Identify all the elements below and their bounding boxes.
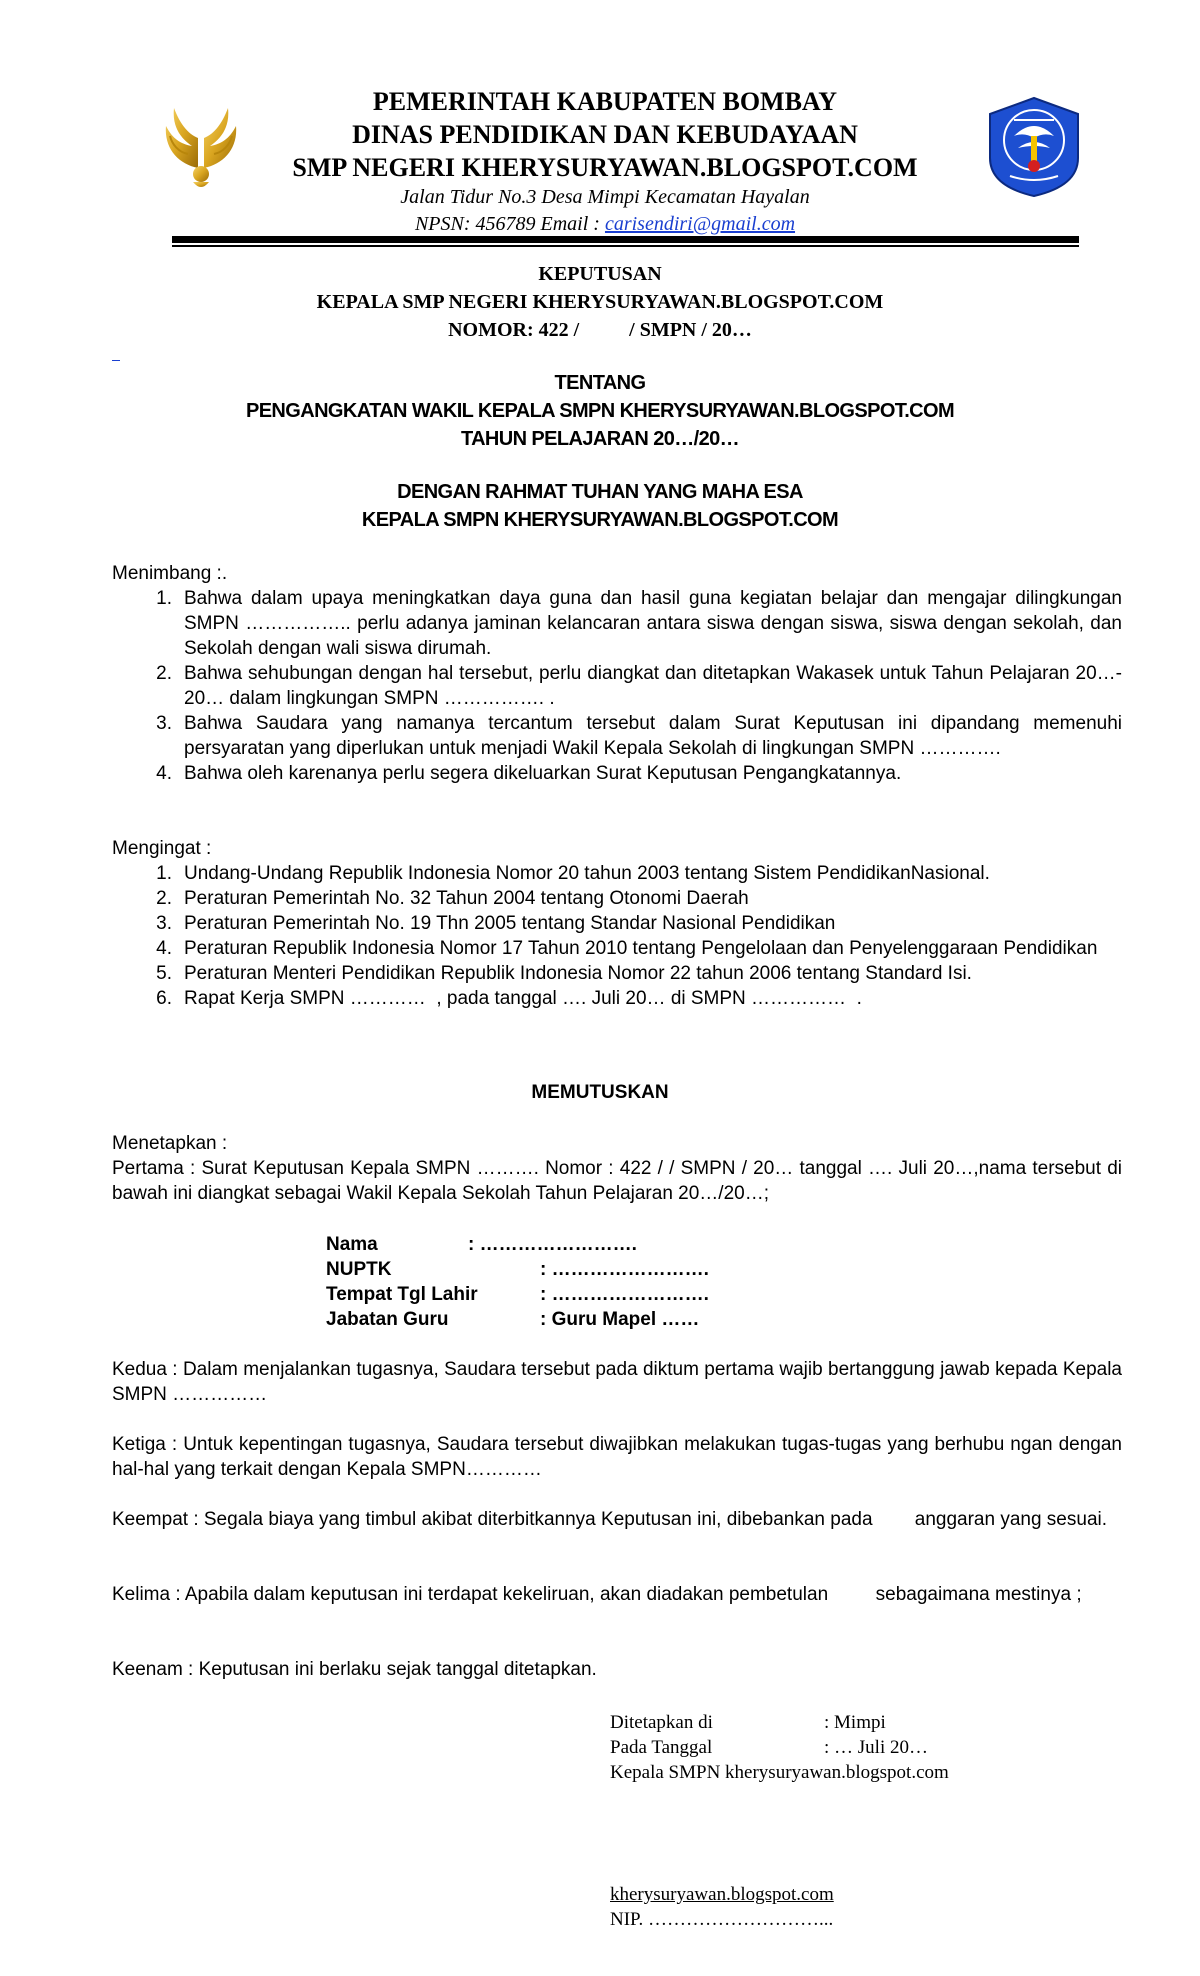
government-name: PEMERINTAH KABUPATEN BOMBAY: [372, 87, 838, 116]
item-text: Peraturan Menteri Pendidikan Republik Indonesia Nomor 22 tahun 2006 tentang Standard Isi.: [184, 963, 972, 984]
considering-label: Menimbang :.: [112, 563, 228, 584]
item-text: Peraturan Pemerintah No. 19 Thn 2005 tentang Standar Nasional Pendidikan: [184, 913, 836, 934]
field-label: Jabatan Guru: [326, 1309, 449, 1330]
considering-item: [112, 586, 1122, 661]
item-text: Undang-Undang Republik Indonesia Nomor 20 tahun 2003 tentang Sistem PendidikanNasional.: [184, 863, 990, 884]
item-number: 4.: [156, 938, 172, 959]
golden-wings-emblem-icon: [158, 98, 244, 194]
sign-place-label: Ditetapkan di: [610, 1712, 713, 1733]
school-address: Jalan Tidur No.3 Desa Mimpi Kecamatan Hayalan: [400, 186, 810, 208]
item-text: Peraturan Pemerintah No. 32 Tahun 2004 tentang Otonomi Daerah: [184, 888, 749, 909]
item-text: Bahwa dalam upaya meningkatkan daya guna dan hasil guna kegiatan belajar dan mengajar dilingkungan SMPN …………….. perlu adanya jaminan kelancaran antara siswa dengan siswa, siswa dengan sekolah, dan Sekolah dengan wali siswa dirumah.: [184, 588, 1122, 659]
item-number: 3.: [156, 913, 172, 934]
about-label: TENTANG: [554, 372, 646, 394]
decree-title: KEPUTUSAN: [538, 263, 662, 285]
remembering-label: Mengingat :: [112, 838, 212, 859]
field-value: : Guru Mapel ……: [540, 1309, 700, 1330]
signatory: [610, 1882, 834, 1932]
sign-position: Kepala SMPN kherysuryawan.blogspot.com: [610, 1762, 949, 1783]
decision-second: Kedua : Dalam menjalankan tugasnya, Saudara tersebut pada diktum pertama wajib bertanggung jawab kepada Kepala SMPN ……………: [112, 1359, 1122, 1405]
decides-heading: MEMUTUSKAN: [531, 1082, 669, 1103]
item-number: 2.: [156, 663, 172, 684]
field-value: : …………………….: [468, 1234, 637, 1255]
sign-place-value: : Mimpi: [824, 1712, 886, 1733]
signatory-nip: NIP. ………………………...: [610, 1909, 834, 1930]
department-name: DINAS PENDIDIKAN DAN KEBUDAYAAN: [352, 120, 858, 149]
decision-third: Ketiga : Untuk kepentingan tugasnya, Saudara tersebut diwajibkan melakukan tugas-tugas yang berhubu ngan dengan hal-hal yang terkait dengan Kepala SMPN…………: [112, 1434, 1122, 1480]
letterhead-divider-thick: [172, 236, 1079, 243]
stray-underline-mark: [112, 360, 120, 361]
grace-line-1: DENGAN RAHMAT TUHAN YANG MAHA ESA: [397, 481, 803, 503]
school-name: SMP NEGERI KHERYSURYAWAN.BLOGSPOT.COM: [292, 153, 918, 182]
considering-list: [112, 586, 1122, 786]
about-line-1: PENGANGKATAN WAKIL KEPALA SMPN KHERYSURYAWAN.BLOGSPOT.COM: [245, 400, 955, 422]
decision-fourth: Keempat : Segala biaya yang timbul akibat diterbitkannya Keputusan ini, dibebankan pada anggaran yang sesuai.: [112, 1509, 1108, 1530]
item-text: Bahwa oleh karenanya perlu segera dikeluarkan Surat Keputusan Pengangkatannya.: [184, 763, 902, 784]
letterhead: [290, 85, 920, 238]
decree-subtitle: KEPALA SMP NEGERI KHERYSURYAWAN.BLOGSPOT.COM: [316, 291, 884, 313]
decision-fifth: Kelima : Apabila dalam keputusan ini terdapat kekeliruan, akan diadakan pembetulan sebagaimana mestinya ;: [112, 1584, 1082, 1605]
field-label: Nama: [326, 1234, 378, 1255]
decision-first: Pertama : Surat Keputusan Kepala SMPN ………. Nomor : 422 / / SMPN / 20… tanggal …. Juli 20…,nama tersebut di bawah ini diangkat sebagai Wakil Kepala Sekolah Tahun Pelajaran 20…/20…;: [112, 1158, 1122, 1204]
remembering-item: [112, 861, 1122, 886]
item-number: 1.: [156, 588, 172, 609]
field-value: : …………………….: [540, 1284, 709, 1305]
tut-wuri-handayani-logo-icon: [984, 96, 1084, 198]
field-value: : …………………….: [540, 1259, 709, 1280]
email-link[interactable]: carisendiri@gmail.com: [604, 213, 796, 235]
signature-block: [610, 1710, 949, 1785]
grace-line-2: KEPALA SMPN KHERYSURYAWAN.BLOGSPOT.COM: [361, 509, 839, 531]
item-text: Bahwa sehubungan dengan hal tersebut, perlu diangkat dan ditetapkan Wakasek untuk Tahun Pelajaran 20…- 20… dalam lingkungan SMPN ……………. .: [184, 663, 1122, 709]
item-number: 5.: [156, 963, 172, 984]
field-label: NUPTK: [326, 1259, 392, 1280]
item-number: 3.: [156, 713, 172, 734]
remembering-item: [112, 936, 1122, 961]
establish-label: Menetapkan :: [112, 1133, 228, 1154]
npsn-text: NPSN: 456789 Email :: [414, 213, 605, 235]
sign-place-row: [610, 1710, 949, 1735]
remembering-item: [112, 961, 1122, 986]
sign-date-row: [610, 1735, 949, 1760]
sign-date-value: : … Juli 20…: [824, 1737, 928, 1758]
remembering-list: [112, 861, 1122, 1011]
decree-number: NOMOR: 422 / / SMPN / 20…: [448, 319, 752, 341]
item-number: 4.: [156, 763, 172, 784]
considering-item: [112, 761, 1122, 786]
letterhead-divider-thin: [172, 245, 1079, 247]
signatory-name: kherysuryawan.blogspot.com: [610, 1884, 834, 1905]
decision-sixth: Keenam : Keputusan ini berlaku sejak tanggal ditetapkan.: [112, 1659, 597, 1680]
remembering-item: [112, 886, 1122, 911]
npsn-email-line: [290, 211, 920, 238]
considering-item: [112, 711, 1122, 761]
considering-item: [112, 661, 1122, 711]
item-number: 1.: [156, 863, 172, 884]
item-text: Peraturan Republik Indonesia Nomor 17 Tahun 2010 tentang Pengelolaan dan Penyelenggaraan Pendidikan: [184, 938, 1098, 959]
remembering-item: [112, 986, 1122, 1011]
about-line-2: TAHUN PELAJARAN 20…/20…: [460, 428, 740, 450]
sign-date-label: Pada Tanggal: [610, 1737, 713, 1758]
item-text: Rapat Kerja SMPN ………… , pada tanggal …. Juli 20… di SMPN …………… .: [184, 988, 862, 1009]
field-label: Tempat Tgl Lahir: [326, 1284, 478, 1305]
item-text: Bahwa Saudara yang namanya tercantum tersebut dalam Surat Keputusan ini dipandang memenuhi persyaratan yang diperlukan untuk menjadi Wakil Kepala Sekolah di lingkungan SMPN ………….: [184, 713, 1122, 759]
remembering-item: [112, 911, 1122, 936]
item-number: 6.: [156, 988, 172, 1009]
item-number: 2.: [156, 888, 172, 909]
